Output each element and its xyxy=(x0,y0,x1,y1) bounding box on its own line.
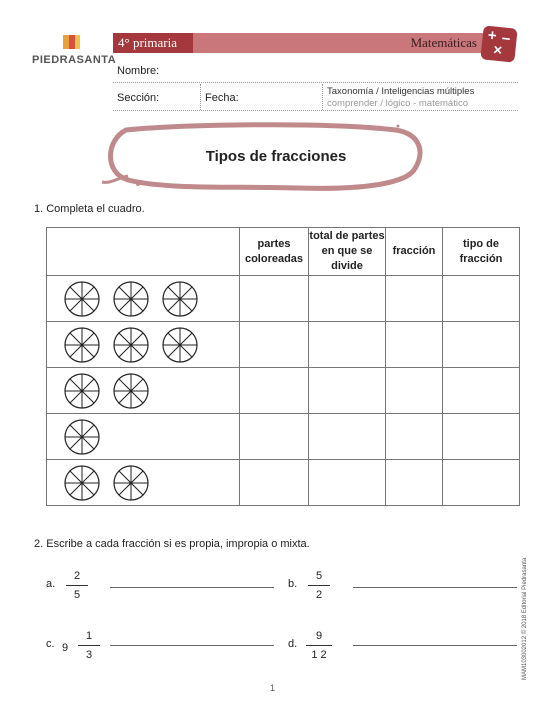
grade-tab xyxy=(113,33,193,53)
math-operations-icon: + − × xyxy=(480,25,517,62)
fraction-circle xyxy=(113,281,149,317)
answer-cell[interactable] xyxy=(240,276,309,322)
answer-cell[interactable] xyxy=(309,414,386,460)
answer-line[interactable] xyxy=(110,587,274,588)
item-letter: a. xyxy=(46,578,56,590)
item-letter: d. xyxy=(288,638,298,650)
answer-cell[interactable] xyxy=(443,276,520,322)
table-row xyxy=(47,322,520,368)
fraction-circle xyxy=(64,373,100,409)
item-letter: c. xyxy=(46,638,55,650)
answer-cell[interactable] xyxy=(240,414,309,460)
fraction-bar xyxy=(66,585,88,586)
denominator: 3 xyxy=(85,649,93,661)
answer-cell[interactable] xyxy=(240,368,309,414)
answer-line[interactable] xyxy=(353,645,517,646)
answer-cell[interactable] xyxy=(309,368,386,414)
fraction-circle xyxy=(64,419,100,455)
circles-cell xyxy=(47,322,240,368)
header-cell: total de partes en que se divide xyxy=(309,228,386,276)
taxonomy-detail: comprender / lógico - matemático xyxy=(327,98,468,109)
item-letter: b. xyxy=(288,578,298,590)
answer-line[interactable] xyxy=(110,645,274,646)
denominator: 1 2 xyxy=(311,649,327,661)
fraction-circle xyxy=(64,327,100,363)
answer-cell[interactable] xyxy=(309,322,386,368)
section-label: Sección: xyxy=(117,92,160,104)
form-divider xyxy=(200,84,201,110)
answer-cell[interactable] xyxy=(386,276,443,322)
circles-cell xyxy=(47,368,240,414)
form-divider xyxy=(322,84,323,110)
answer-cell[interactable] xyxy=(443,322,520,368)
header-cell: fracción xyxy=(386,228,443,276)
fractions-table xyxy=(46,227,520,506)
section-line xyxy=(113,110,518,111)
answer-cell[interactable] xyxy=(309,460,386,506)
question-1-prompt: 1. Completa el cuadro. xyxy=(34,203,145,215)
answer-cell[interactable] xyxy=(240,322,309,368)
denominator: 2 xyxy=(315,589,323,601)
circles-cell xyxy=(47,414,240,460)
answer-cell[interactable] xyxy=(240,460,309,506)
subject-label: Matemáticas xyxy=(410,35,477,50)
fraction-circle xyxy=(162,327,198,363)
answer-cell[interactable] xyxy=(443,460,520,506)
question-2-prompt: 2. Escribe a cada fracción si es propia, impropia o mixta. xyxy=(34,538,310,550)
fraction xyxy=(66,570,88,601)
numerator: 1 xyxy=(85,630,93,642)
brand-name: PIEDRASANTA xyxy=(32,54,117,66)
page-title: Tipos de fracciones xyxy=(205,148,347,165)
answer-cell[interactable] xyxy=(386,414,443,460)
circles-cell xyxy=(47,276,240,322)
fraction-bar xyxy=(78,645,100,646)
answer-cell[interactable] xyxy=(443,368,520,414)
answer-cell[interactable] xyxy=(386,460,443,506)
taxonomy-label: Taxonomía / Inteligencias múltiples xyxy=(327,86,475,97)
answer-cell[interactable] xyxy=(443,414,520,460)
table-row xyxy=(47,276,520,322)
header-cell: partes coloreadas xyxy=(240,228,309,276)
answer-line[interactable] xyxy=(353,587,517,588)
fraction-circle xyxy=(64,281,100,317)
numerator: 9 xyxy=(315,630,323,642)
table-row xyxy=(47,460,520,506)
book-logo-icon xyxy=(62,33,82,53)
fraction-bar xyxy=(308,585,330,586)
numerator: 5 xyxy=(315,570,323,582)
fraction xyxy=(78,630,100,661)
fraction-circle xyxy=(113,327,149,363)
whole-number: 9 xyxy=(62,642,69,654)
name-label: Nombre: xyxy=(117,65,160,77)
fraction xyxy=(308,570,330,601)
circles-cell xyxy=(47,460,240,506)
fraction-bar xyxy=(306,645,332,646)
fraction-circle xyxy=(162,281,198,317)
numerator: 2 xyxy=(73,570,81,582)
fraction-circle xyxy=(64,465,100,501)
header-bar xyxy=(113,33,485,53)
table-header-row xyxy=(47,228,520,276)
table-row xyxy=(47,368,520,414)
answer-cell[interactable] xyxy=(386,322,443,368)
fraction xyxy=(306,630,332,661)
header-cell: tipo de fracción xyxy=(443,228,520,276)
denominator: 5 xyxy=(73,589,81,601)
table-row xyxy=(47,414,520,460)
page-number: 1 xyxy=(270,683,276,693)
header-cell-empty xyxy=(47,228,240,276)
answer-cell[interactable] xyxy=(309,276,386,322)
grade-label: 4° primaria xyxy=(118,35,177,50)
fraction-circle xyxy=(113,373,149,409)
answer-cell[interactable] xyxy=(386,368,443,414)
name-line xyxy=(113,82,518,83)
copyright-text: MAM103002012 © 2018 Editorial Piedrasanta xyxy=(522,557,528,680)
fraction-circle xyxy=(113,465,149,501)
date-label: Fecha: xyxy=(205,92,239,104)
